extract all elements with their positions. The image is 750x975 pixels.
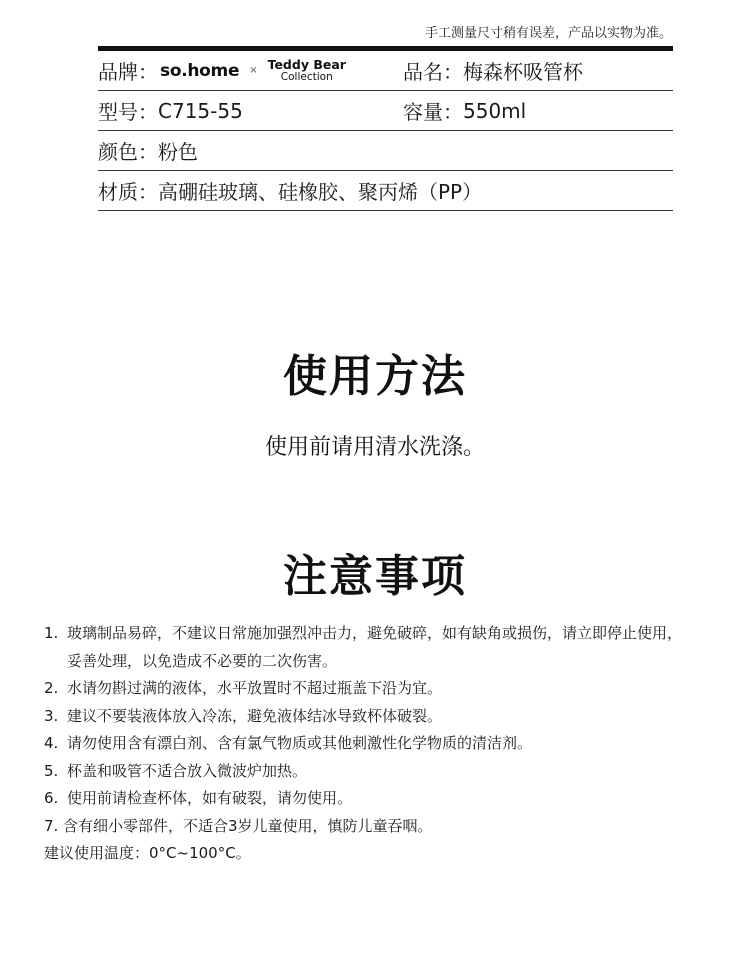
brand-cell — [98, 56, 403, 85]
list-item-number: 7. — [44, 816, 59, 835]
temperature-note: 建议使用温度：0°C~100°C。 — [44, 844, 251, 862]
product-name-cell — [403, 56, 673, 85]
model-cell — [98, 96, 403, 125]
list-item — [44, 675, 694, 703]
list-item-text: 建议不要装液体放入冷冻，避免液体结冰导致杯体破裂。 — [67, 706, 443, 725]
list-item-number: 5. — [44, 761, 59, 780]
material-value: 高硼硅玻璃、硅橡胶、聚丙烯（PP） — [158, 180, 483, 204]
color-cell — [98, 136, 673, 165]
list-item-number: 4. — [44, 734, 59, 752]
disclaimer-note: 手工测量尺寸稍有误差，产品以实物为准。 — [424, 26, 672, 41]
brand-logo — [160, 56, 346, 83]
model-label: 型号： — [98, 100, 158, 124]
logo-cross: × — [249, 65, 258, 76]
capacity-cell — [403, 96, 673, 125]
color-value: 粉色 — [158, 140, 198, 164]
list-item-number: 2. — [44, 679, 59, 697]
list-item — [44, 730, 694, 758]
spec-row-material — [98, 171, 673, 211]
list-item — [44, 813, 694, 841]
list-item-text: 杯盖和吸管不适合放入微波炉加热。 — [67, 761, 308, 780]
list-item-text: 请勿使用含有漂白剂、含有氯气物质或其他刺激性化学物质的清洁剂。 — [67, 734, 533, 752]
list-item-text: 使用前请检查杯体，如有破裂，请勿使用。 — [67, 789, 353, 807]
list-item — [44, 620, 694, 675]
usage-text: 使用前请用清水洗涤。 — [264, 435, 485, 460]
list-item-text: 玻璃制品易碎，不建议日常施加强烈冲击力，避免破碎，如有缺角或损伤，请立即停止使用，妥善处理，以免造成不必要的二次伤害。 — [67, 624, 683, 670]
list-item — [44, 785, 694, 813]
list-item-number: 3. — [44, 706, 59, 725]
list-item-number: 1. — [44, 624, 59, 642]
spec-table — [98, 51, 673, 211]
teddy-logo-line1: Teddy Bear — [267, 56, 346, 72]
list-item-text: 水请勿斟过满的液体，水平放置时不超过瓶盖下沿为宜。 — [67, 679, 443, 697]
spec-row-model — [98, 91, 673, 131]
model-value: C715-55 — [158, 98, 243, 123]
sohome-logo: so.home — [160, 60, 240, 81]
material-cell — [98, 176, 673, 205]
color-label: 颜色： — [98, 140, 158, 164]
list-item-number: 6. — [44, 789, 59, 807]
list-item-text: 含有细小零部件，不适合3岁儿童使用，慎防儿童吞咽。 — [63, 816, 433, 835]
list-item — [44, 703, 694, 731]
notes-title: 注意事项 — [283, 551, 467, 602]
teddy-logo-line2: Collection — [280, 71, 333, 83]
spec-row-color — [98, 131, 673, 171]
usage-title: 使用方法 — [283, 351, 467, 402]
spec-row-brand — [98, 51, 673, 91]
capacity-value: 550ml — [463, 98, 527, 123]
product-name-label: 品名： — [403, 60, 463, 84]
notes-list — [44, 620, 694, 868]
brand-label: 品牌： — [98, 60, 158, 84]
teddy-bear-logo — [267, 56, 346, 83]
capacity-label: 容量： — [403, 100, 463, 124]
list-item — [44, 758, 694, 786]
material-label: 材质： — [98, 180, 158, 204]
product-name-value: 梅森杯吸管杯 — [463, 60, 583, 84]
